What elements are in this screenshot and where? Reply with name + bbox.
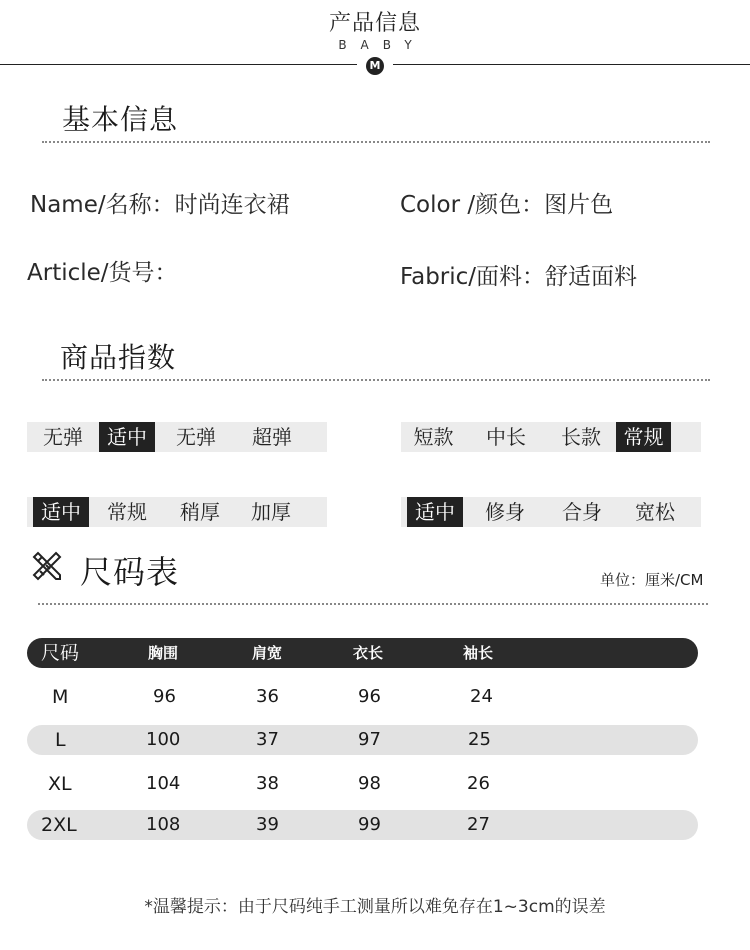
cell-size: M bbox=[52, 686, 69, 708]
index-option: 短款 bbox=[413, 425, 454, 449]
index-bar-thickness bbox=[27, 497, 327, 527]
index-option: 中长 bbox=[486, 425, 526, 449]
index-option: 宽松 bbox=[635, 500, 675, 524]
header-divider-right bbox=[393, 64, 750, 65]
index-bar-elasticity bbox=[27, 422, 327, 452]
col-header-sleeve: 袖长 bbox=[463, 644, 494, 662]
index-option: 无弹 bbox=[176, 425, 216, 449]
index-bar-length bbox=[401, 422, 701, 452]
measurement-note: *温馨提示：由于尺码纯手工测量所以难免存在1~3cm的误差 bbox=[144, 897, 606, 917]
cell-size: L bbox=[55, 729, 66, 751]
col-header-size: 尺码 bbox=[41, 642, 80, 664]
product-name: Name/名称：时尚连衣裙 bbox=[30, 192, 290, 218]
cell-length: 97 bbox=[358, 729, 381, 750]
cell-chest: 100 bbox=[146, 729, 181, 750]
col-header-length: 衣长 bbox=[353, 644, 384, 662]
brand-badge: M bbox=[366, 57, 384, 75]
cell-sleeve: 24 bbox=[470, 686, 493, 707]
cell-size: XL bbox=[48, 773, 72, 795]
cell-chest: 96 bbox=[153, 686, 176, 707]
index-option: 适中 bbox=[99, 422, 155, 452]
cell-shoulder: 38 bbox=[256, 773, 279, 794]
cell-chest: 108 bbox=[146, 814, 181, 835]
index-option: 加厚 bbox=[251, 500, 291, 524]
index-option: 常规 bbox=[616, 422, 671, 452]
product-index-divider bbox=[42, 379, 710, 381]
table-row bbox=[27, 682, 698, 712]
product-index-title: 商品指数 bbox=[60, 341, 177, 374]
index-option: 修身 bbox=[485, 500, 525, 524]
table-row bbox=[27, 810, 698, 840]
table-row bbox=[27, 725, 698, 755]
index-bar-fit bbox=[401, 497, 701, 527]
index-option: 稍厚 bbox=[180, 500, 220, 524]
cell-chest: 104 bbox=[146, 773, 181, 794]
index-option: 常规 bbox=[107, 500, 147, 524]
cell-sleeve: 25 bbox=[468, 729, 491, 750]
ruler-pencil-icon bbox=[30, 549, 64, 583]
size-table-header bbox=[27, 638, 698, 668]
page-subtitle: BABY bbox=[338, 38, 426, 52]
page-title: 产品信息 bbox=[328, 11, 421, 36]
basic-info-divider bbox=[42, 141, 710, 143]
size-table-title: 尺码表 bbox=[80, 553, 180, 591]
index-option: 合身 bbox=[562, 500, 602, 524]
basic-info-title: 基本信息 bbox=[62, 103, 179, 136]
cell-shoulder: 37 bbox=[256, 729, 279, 750]
cell-shoulder: 36 bbox=[256, 686, 279, 707]
size-table-divider bbox=[38, 603, 708, 605]
product-color: Color /颜色：图片色 bbox=[400, 192, 614, 218]
table-row bbox=[27, 769, 698, 799]
index-option: 适中 bbox=[407, 497, 463, 527]
index-option: 适中 bbox=[33, 497, 89, 527]
cell-size: 2XL bbox=[41, 814, 77, 836]
cell-length: 96 bbox=[358, 686, 381, 707]
size-unit: 单位：厘米/CM bbox=[600, 571, 704, 589]
index-option: 超弹 bbox=[252, 425, 292, 449]
cell-shoulder: 39 bbox=[256, 814, 279, 835]
cell-sleeve: 27 bbox=[467, 814, 490, 835]
product-article: Article/货号： bbox=[27, 260, 178, 286]
col-header-chest: 胸围 bbox=[148, 644, 179, 662]
index-option: 长款 bbox=[561, 425, 601, 449]
header-divider-left bbox=[0, 64, 357, 65]
col-header-shoulder: 肩宽 bbox=[252, 644, 283, 662]
product-fabric: Fabric/面料：舒适面料 bbox=[400, 264, 638, 290]
cell-length: 98 bbox=[358, 773, 381, 794]
cell-length: 99 bbox=[358, 814, 381, 835]
index-option: 无弹 bbox=[43, 425, 83, 449]
cell-sleeve: 26 bbox=[467, 773, 490, 794]
